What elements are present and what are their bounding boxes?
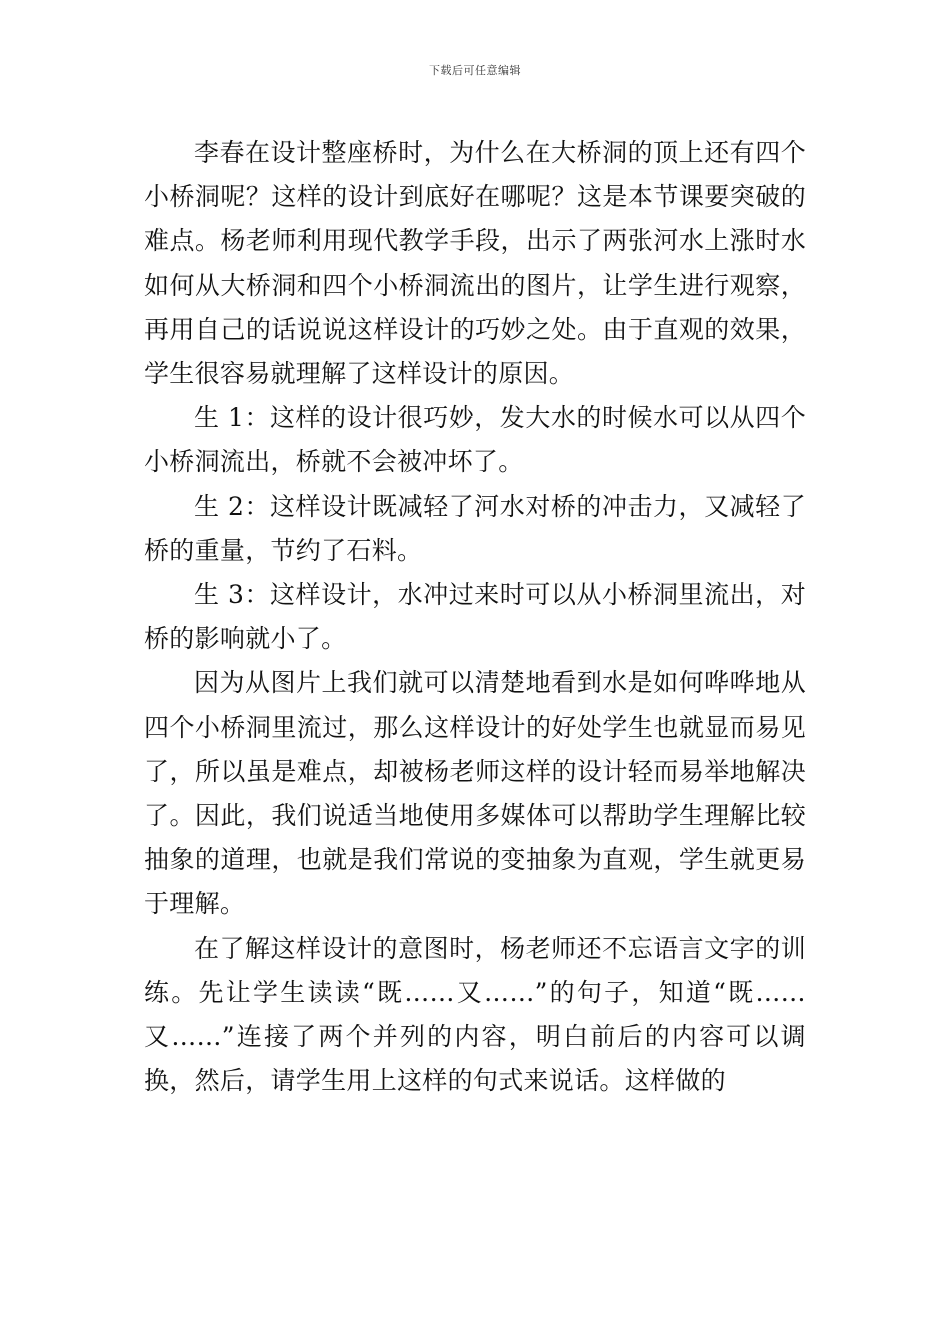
paragraph-2: 生 1：这样的设计很巧妙，发大水的时候水可以从四个小桥洞流出，桥就不会被冲坏了。 <box>144 403 806 477</box>
paragraph-3: 生 2：这样设计既减轻了河水对桥的冲击力，又减轻了桥的重量，节约了石料。 <box>144 491 806 565</box>
paragraph-4: 生 3：这样设计，水冲过来时可以从小桥洞里流出，对桥的影响就小了。 <box>144 580 806 654</box>
document-body <box>144 131 806 1103</box>
paragraph-1: 李春在设计整座桥时，为什么在大桥洞的顶上还有四个小桥洞呢？这样的设计到底好在哪呢？这是本节课要突破的难点。杨老师利用现代教学手段，出示了两张河水上涨时水如何从大桥洞和四个小桥洞流出的图片，让学生进行观察，再用自己的话说说这样设计的巧妙之处。由于直观的效果，学生很容易就理解了这样设计的原因。 <box>144 138 806 389</box>
paragraph-5: 因为从图片上我们就可以清楚地看到水是如何哗哗地从四个小桥洞里流过，那么这样设计的好处学生也就显而易见了，所以虽是难点，却被杨老师这样的设计轻而易举地解决了。因此，我们说适当地使用多媒体可以帮助学生理解比较抽象的道理，也就是我们常说的变抽象为直观，学生就更易于理解。 <box>144 668 806 919</box>
page-header: 下载后可任意编辑 <box>429 64 521 77</box>
paragraph-6: 在了解这样设计的意图时，杨老师还不忘语言文字的训练。先让学生读读“既……又……”的句子，知道“既……又……”连接了两个并列的内容，明白前后的内容可以调换，然后，请学生用上这样的句式来说话。这样做的 <box>144 933 806 1096</box>
